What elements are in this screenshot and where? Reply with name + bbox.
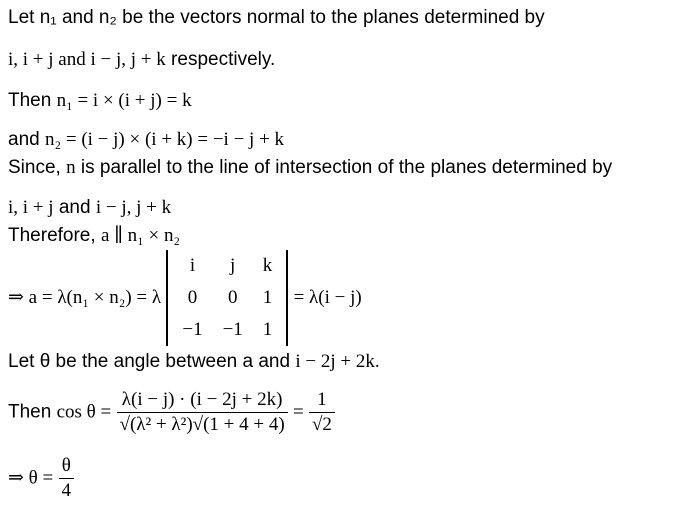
angle-text: Let θ be the angle between a and [8, 351, 296, 372]
since-label: Since, [8, 157, 67, 178]
parallel-relation: a ∥ n₁ × n₂ [100, 225, 181, 246]
line-2 [8, 48, 275, 72]
det-cell: 1 [262, 287, 273, 308]
det-cell: j [230, 255, 236, 276]
cos-lhs: cos θ = [56, 401, 112, 423]
then-label: Then [8, 90, 57, 111]
det-cell: −1 [222, 319, 243, 340]
n-symbol: n [66, 157, 76, 178]
direction-vector: i − 2j + 2k. [295, 351, 380, 372]
line-4 [8, 128, 284, 152]
plane-1-vectors: i, i + j [8, 197, 54, 218]
line-9 [8, 350, 380, 374]
line-1: Let n₁ and n₂ be the vectors normal to the planes determined by [8, 7, 545, 28]
line-8 [8, 250, 362, 346]
cos-denominator: √(λ² + λ²)√(1 + 4 + 4) [119, 414, 285, 435]
parallel-text: is parallel to the line of intersection of the planes determined by [75, 157, 613, 178]
n2-equation: n₂ = (i − j) × (i + k) = −i − j + k [44, 129, 285, 150]
line-11 [8, 454, 74, 503]
line-3 [8, 89, 192, 113]
theta-denominator: 4 [61, 480, 72, 501]
det-cell: 1 [262, 319, 273, 340]
equals-sign: = [292, 401, 304, 423]
line-10 [8, 388, 335, 437]
theta-numerator: θ [59, 454, 75, 479]
line-5 [8, 156, 612, 180]
line-7 [8, 224, 180, 248]
n1-equation: n₁ = i × (i + j) = k [56, 90, 192, 111]
det-cell: 0 [187, 287, 198, 308]
planes-vectors: i, i + j and i − j, j + k [8, 49, 166, 70]
cos-fraction [117, 388, 288, 437]
determinant-matrix [166, 250, 288, 346]
result-denominator: √2 [311, 414, 332, 435]
line-6 [8, 196, 171, 220]
and-label: and [8, 129, 45, 150]
result-numerator: 1 [309, 388, 335, 413]
det-cell: 0 [227, 287, 238, 308]
determinant-lhs: ⇒ a = λ(n₁ × n₂) = λ [8, 287, 162, 309]
theta-fraction [59, 454, 75, 503]
det-cell: k [262, 255, 273, 276]
respectively-text: respectively. [165, 49, 276, 70]
and-text: and [53, 197, 96, 218]
therefore-label: Therefore, [8, 225, 101, 246]
plane-2-vectors: i − j, j + k [95, 197, 172, 218]
det-cell: i [189, 255, 196, 276]
cos-numerator: λ(i − j) · (i − 2j + 2k) [117, 388, 288, 413]
det-cell: −1 [182, 319, 203, 340]
theta-lhs: ⇒ θ = [8, 467, 54, 489]
determinant-result: = λ(i − j) [293, 287, 362, 309]
result-fraction [309, 388, 335, 437]
then-label-2: Then [8, 401, 57, 423]
